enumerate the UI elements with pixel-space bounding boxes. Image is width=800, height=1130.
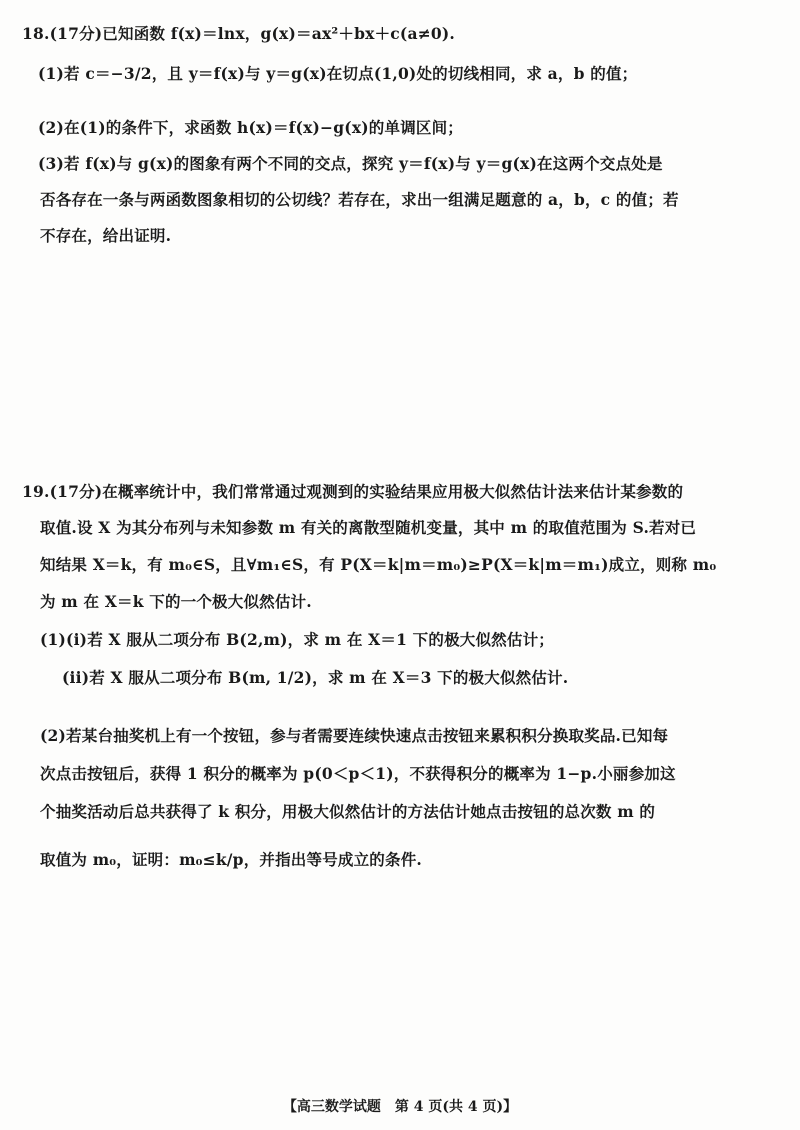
question-18-part-1: (1)若 c＝−3/2，且 y＝f(x)与 y＝g(x)在切点(1,0)处的切线相同，求 a，b 的值；: [38, 64, 638, 83]
question-18-part-3-line-1: (3)若 f(x)与 g(x)的图象有两个不同的交点，探究 y＝f(x)与 y＝g(x)在这两个交点处是: [38, 154, 663, 173]
question-19-part-1-i: (1)(i)若 X 服从二项分布 B(2,m)，求 m 在 X＝1 下的极大似然估计；: [40, 630, 554, 649]
question-19-stem-line-3: 知结果 X＝k，有 m₀∈S，且∀m₁∈S，有 P(X＝k|m＝m₀)≥P(X＝k|m＝m₁)成立，则称 m₀: [40, 555, 717, 574]
question-19-part-2-line-2: 次点击按钮后，获得 1 积分的概率为 p(0＜p＜1)，不获得积分的概率为 1−p.小丽参加这: [40, 764, 676, 783]
question-18-stem: 18.(17分)已知函数 f(x)＝lnx，g(x)＝ax²＋bx＋c(a≠0).: [22, 24, 455, 43]
question-19-part-2-line-1: (2)若某台抽奖机上有一个按钮，参与者需要连续快速点击按钮来累积积分换取奖品.已知每: [40, 726, 669, 745]
question-19-part-1-ii: (ii)若 X 服从二项分布 B(m, 1/2)，求 m 在 X＝3 下的极大似然估计.: [62, 668, 569, 687]
question-19-stem-line-1: 19.(17分)在概率统计中，我们常常通过观测到的实验结果应用极大似然估计法来估计某参数的: [22, 482, 684, 501]
question-19-stem-line-2: 取值.设 X 为其分布列与未知参数 m 有关的离散型随机变量，其中 m 的取值范围为 S.若对已: [40, 518, 697, 537]
question-19-part-2-line-3: 个抽奖活动后总共获得了 k 积分，用极大似然估计的方法估计她点击按钮的总次数 m 的: [40, 802, 656, 821]
question-18-part-3-line-2: 否各存在一条与两函数图象相切的公切线？若存在，求出一组满足题意的 a，b，c 的值；若: [40, 190, 679, 209]
question-19-stem-line-4: 为 m 在 X＝k 下的一个极大似然估计.: [40, 592, 312, 611]
page-footer: 【高三数学试题 第 4 页(共 4 页)】: [282, 1099, 518, 1115]
question-18-part-2: (2)在(1)的条件下，求函数 h(x)＝f(x)−g(x)的单调区间；: [38, 118, 463, 137]
question-18-part-3-line-3: 不存在，给出证明.: [40, 226, 172, 245]
question-19-part-2-line-4: 取值为 m₀，证明：m₀≤k/p，并指出等号成立的条件.: [40, 850, 422, 869]
